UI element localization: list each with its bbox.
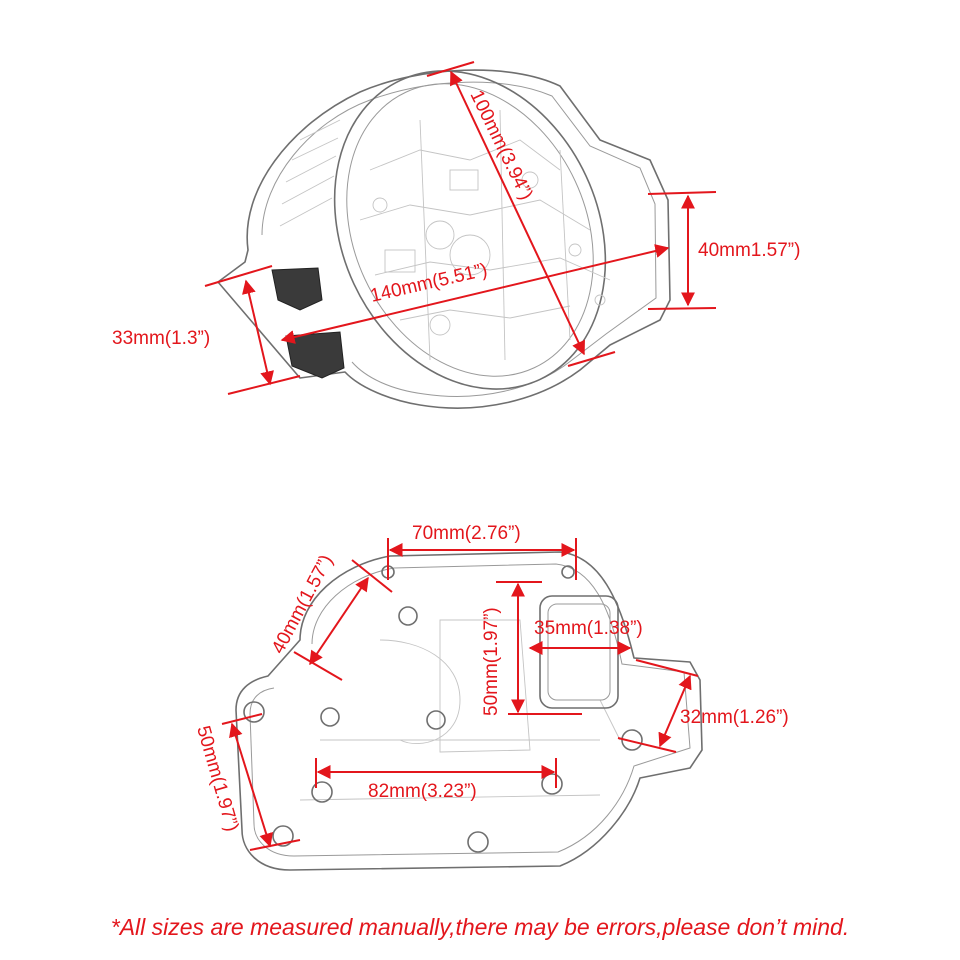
dim-label-width: 140mm(5.51”): [368, 259, 490, 307]
dim-label-bottom-width: 82mm(3.23”): [368, 781, 477, 802]
housing-outline: [218, 70, 670, 408]
dim-label-diag-left: 40mm(1.57”): [267, 551, 338, 658]
housing-texture: [280, 120, 340, 226]
dim-label-left-height-bottom: 50mm(1.97”): [192, 723, 243, 834]
dim-label-right-edge: 32mm(1.26”): [680, 707, 789, 728]
dim-label-window-width: 35mm(1.38”): [534, 618, 643, 639]
dim-label-top-width: 70mm(2.76”): [412, 523, 521, 544]
dim-label-center-height: 50mm(1.97”): [481, 607, 502, 716]
dim-line-left-height: [246, 281, 270, 384]
dim-label-diagonal: 100mm(3.94”): [465, 86, 537, 204]
measurement-disclaimer: *All sizes are measured manually,there may be errors,please don’t mind.: [110, 914, 850, 940]
dim-label-right-height: 40mm1.57”): [698, 240, 801, 261]
top-view-gauge: [218, 26, 670, 433]
top-view-dimensions: [205, 62, 716, 394]
display-window: [540, 596, 618, 708]
dim-line-diagonal: [451, 72, 584, 354]
dial-internals: [360, 110, 610, 360]
dim-label-left-height: 33mm(1.3”): [112, 328, 211, 349]
mount-tab-upper: [272, 268, 322, 310]
